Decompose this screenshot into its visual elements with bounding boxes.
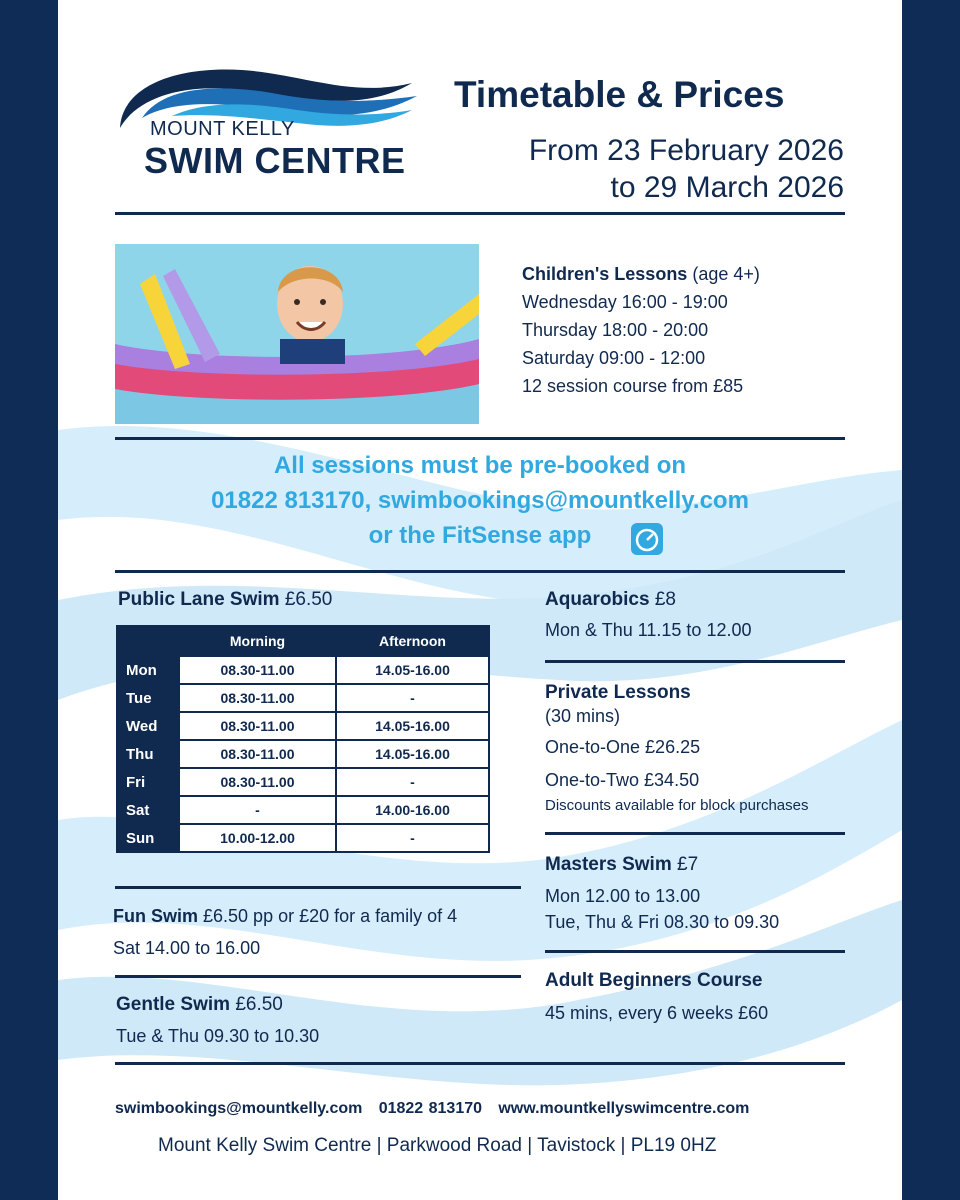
private-one-to-one: One-to-One £26.25 — [545, 737, 701, 757]
masters-swim-line-1: Mon 12.00 to 13.00 — [545, 886, 701, 906]
morning-cell: 08.30-11.00 — [179, 768, 336, 796]
header-divider — [115, 212, 845, 215]
table-row — [117, 740, 489, 768]
footer-phone: 01822 813170 — [378, 1100, 483, 1117]
section-divider — [115, 570, 845, 573]
gentle-swim-price: £6.50 — [235, 994, 283, 1015]
childrens-lessons-title: Children's Lessons — [522, 264, 688, 284]
childrens-lessons-heading — [522, 264, 760, 285]
childrens-lessons-line: 12 session course from £85 — [522, 376, 744, 396]
masters-swim-heading — [545, 854, 698, 876]
day-cell: Tue — [117, 684, 179, 712]
childrens-lessons-line: Wednesday 16:00 - 19:00 — [522, 292, 728, 312]
day-cell: Sat — [117, 796, 179, 824]
gentle-swim-title: Gentle Swim — [116, 994, 231, 1015]
masters-swim-title: Masters Swim — [545, 854, 672, 875]
fun-swim-time: Sat 14.00 to 16.00 — [113, 938, 261, 958]
public-lane-price: £6.50 — [284, 589, 333, 610]
gentle-swim-heading — [116, 994, 283, 1016]
morning-cell: 10.00-12.00 — [179, 824, 336, 852]
afternoon-cell: 14.00-16.00 — [336, 796, 489, 824]
logo-line2: SWIM CENTRE — [144, 140, 406, 181]
table-row — [117, 796, 489, 824]
day-cell: Wed — [117, 712, 179, 740]
adult-beginners-title: Adult Beginners Course — [545, 970, 763, 991]
section-divider — [115, 886, 521, 889]
childrens-lessons-line: Saturday 09:00 - 12:00 — [522, 348, 706, 368]
day-cell: Fri — [117, 768, 179, 796]
childrens-lessons-age: (age 4+) — [692, 264, 760, 284]
aquarobics-heading — [545, 589, 676, 611]
child-swimming-photo — [115, 244, 479, 424]
table-row — [117, 656, 489, 684]
table-row — [117, 768, 489, 796]
masters-swim-price: £7 — [677, 854, 699, 875]
section-divider — [545, 832, 845, 835]
masters-swim-line-2: Tue, Thu & Fri 08.30 to 09.30 — [545, 912, 780, 932]
fun-swim-heading — [113, 906, 457, 927]
public-lane-timetable — [116, 625, 490, 853]
afternoon-cell: 14.05-16.00 — [336, 656, 489, 684]
booking-line-2: 01822 813170, swimbookings@mountkelly.com — [211, 487, 749, 514]
private-lessons-duration: (30 mins) — [545, 706, 621, 726]
adult-beginners-line: 45 mins, every 6 weeks £60 — [545, 1003, 769, 1023]
column-header-afternoon: Afternoon — [336, 626, 489, 656]
footer-email-link[interactable]: swimbookings@mountkelly.com — [115, 1100, 363, 1117]
private-lessons-title: Private Lessons — [545, 682, 691, 703]
afternoon-cell: - — [336, 824, 489, 852]
public-lane-heading — [118, 589, 332, 611]
aquarobics-title: Aquarobics — [545, 589, 650, 610]
morning-cell: 08.30-11.00 — [179, 740, 336, 768]
poster — [58, 0, 902, 1200]
afternoon-cell: 14.05-16.00 — [336, 740, 489, 768]
date-line-1: From 23 February 2026 — [528, 134, 844, 167]
private-one-to-two: One-to-Two £34.50 — [545, 770, 700, 790]
logo-line1: MOUNT KELLY — [150, 118, 295, 140]
aquarobics-price: £8 — [654, 589, 676, 610]
day-cell: Mon — [117, 656, 179, 684]
public-lane-title: Public Lane Swim — [118, 589, 280, 610]
fun-swim-title: Fun Swim — [113, 906, 198, 926]
section-divider — [545, 950, 845, 953]
footer-address: Mount Kelly Swim Centre | Parkwood Road | Tavistock | PL19 0HZ — [158, 1135, 717, 1156]
morning-cell: 08.30-11.00 — [179, 656, 336, 684]
footer-website-link[interactable]: www.mountkellyswimcentre.com — [498, 1100, 750, 1117]
section-divider — [115, 975, 521, 978]
afternoon-cell: 14.05-16.00 — [336, 712, 489, 740]
fitsense-app-icon — [630, 522, 664, 556]
afternoon-cell: - — [336, 768, 489, 796]
morning-cell: 08.30-11.00 — [179, 684, 336, 712]
afternoon-cell: - — [336, 684, 489, 712]
table-row — [117, 712, 489, 740]
fun-swim-price: £6.50 pp or £20 for a family of 4 — [203, 906, 458, 926]
day-cell: Thu — [117, 740, 179, 768]
section-divider — [115, 437, 845, 440]
footer-divider — [115, 1062, 845, 1065]
childrens-lessons-line: Thursday 18:00 - 20:00 — [522, 320, 709, 340]
page-title: Timetable & Prices — [454, 74, 785, 115]
table-corner-cell — [117, 626, 179, 656]
section-divider — [545, 660, 845, 663]
date-range — [494, 132, 844, 206]
morning-cell: 08.30-11.00 — [179, 712, 336, 740]
table-row — [117, 824, 489, 852]
footer-contact — [115, 1100, 749, 1118]
morning-cell: - — [179, 796, 336, 824]
day-cell: Sun — [117, 824, 179, 852]
booking-line-1: All sessions must be pre-booked on — [273, 452, 687, 479]
private-lessons-note: Discounts available for block purchases — [545, 797, 809, 814]
date-line-2: to 29 March 2026 — [610, 171, 844, 204]
aquarobics-time: Mon & Thu 11.15 to 12.00 — [545, 620, 752, 640]
gentle-swim-time: Tue & Thu 09.30 to 10.30 — [116, 1026, 320, 1046]
table-row — [117, 684, 489, 712]
column-header-morning: Morning — [179, 626, 336, 656]
table-header-row — [117, 626, 489, 656]
booking-line-3: or the FitSense app — [368, 522, 592, 549]
